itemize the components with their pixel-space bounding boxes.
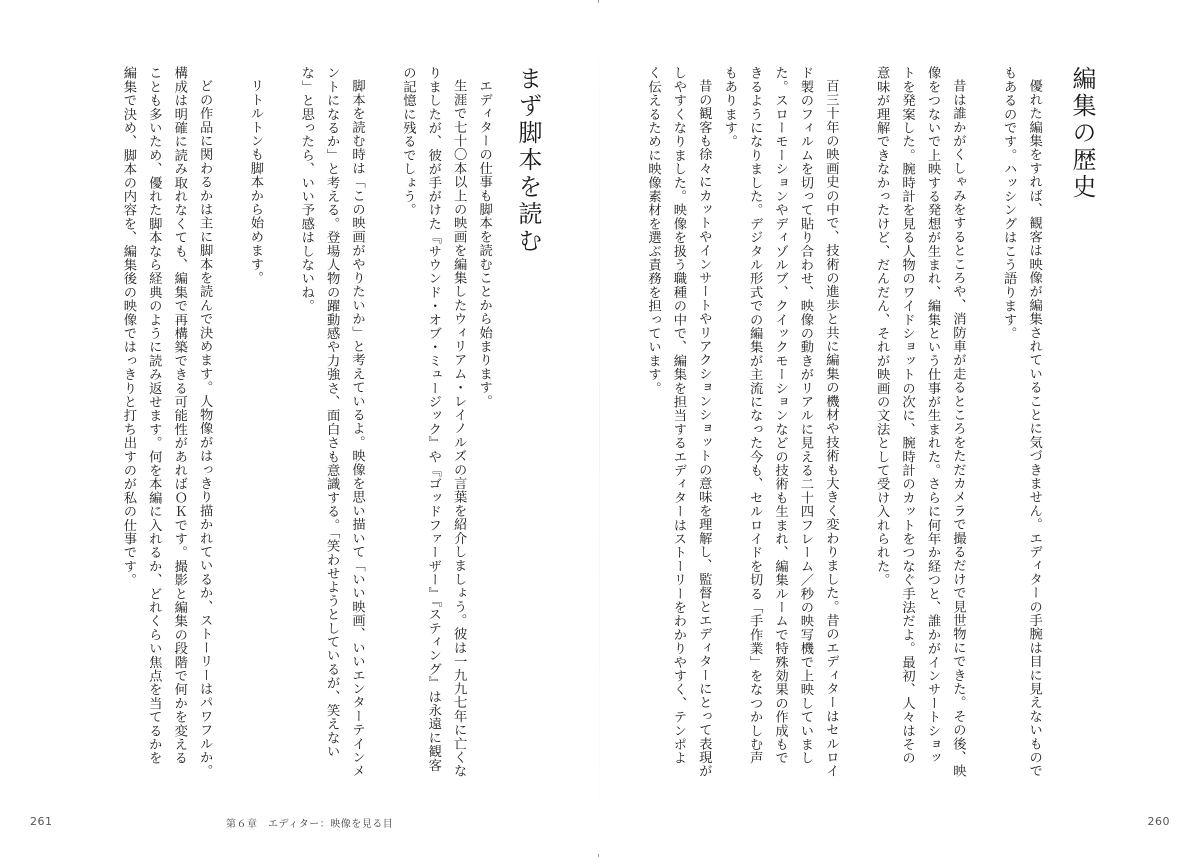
paragraph: 百三十年の映画史の中で、技術の進歩と共に編集の機材や技術も大きく変わりました。昔のエディターはセルロイド製のフィルムを切って貼り合わせ、映像の動きがリアルに見える二十四フレーム／秒の映写機で上映していました。スローモーションやディゾルブ、クイックモーションなどの技術も生まれ、編集ルームで特殊効果の作成もできるようになりました。デジタル形式での編集が主流になった今も、セルロイドを切る「手作業」をなつかしむ声もあります。 <box>721 66 839 778</box>
left-page-body <box>116 66 541 778</box>
right-page <box>600 0 1200 857</box>
right-page-body <box>640 66 1094 778</box>
spacer <box>268 66 293 778</box>
quote-paragraph: どの作品に関わるかは主に脚本を読んで決めます。人物像がはっきり描かれているか、ストーリーはパワフルか。構成は明確に読み取れなくても、編集で再構築できる可能性があればＯＫです。撮影と編集の段階で何かを変えることも多いため、優れた脚本なら経典のように読み返せます。何を本編に入れるか、どれくらい焦点を当てるかを編集で決め、脚本の内容を、編集後の映像ではっきりと打ち出すのが私の仕事です。 <box>120 66 213 778</box>
paragraph: 昔の観客も徐々にカットやインサートやリアクションショットの意味を理解し、監督とエディターにとって表現がしやすくなりました。映像を扱う職種の中で、編集を担当するエディターはストーリーをわかりやすく、テンポよく伝えるために映像素材を選ぶ責務を担っています。 <box>645 66 712 778</box>
quote-paragraph: 昔は誰かがくしゃみをするところや、消防車が走るところをただカメラで撮るだけで見世物にできた。その後、映像をつないで上映する発想が生まれ、編集という仕事が生まれた。さらに何年か経つと、誰かがインサートショットを発案した。腕時計を見る人物のワイドショットの次に、腕時計のカットをつなぐ手法だよ。最初、人々はその意味が理解できなかったけど、だんだん、それが映画の文法として受け入れられた。 <box>874 66 966 778</box>
spacer <box>970 66 995 778</box>
spacer <box>843 66 868 778</box>
paragraph: 生涯で七十〇本以上の映画を編集したウィリアム・レイノルズの言葉を紹介しましょう。彼は一九九七年に亡くなりましたが、彼が手がけた『サウンド・オブ・ミュージック』や『ゴッドファーザー』『スティング』は永遠に観客の記憶に残るでしょう。 <box>400 66 467 778</box>
section-heading-editing-history: 編集の歴史 <box>1068 66 1096 201</box>
running-head: 第６章 エディター：映像を見る目 <box>226 819 394 830</box>
section-heading-read-script: まず脚本を読む <box>514 66 542 255</box>
page-number-right: 260 <box>1147 815 1170 828</box>
paragraph: リトルトンも脚本から始めます。 <box>247 79 263 285</box>
spacer <box>370 66 395 778</box>
spacer <box>217 66 242 778</box>
paragraph: エディターの仕事も脚本を読むことから始まります。 <box>476 79 492 409</box>
paragraph: 優れた編集をすれば、観客は映像が編集されていることに気づきません。エディターの手腕は目に見えないものでもあるのです。ハッシングはこう語ります。 <box>1001 66 1042 778</box>
page-number-left: 261 <box>30 815 53 828</box>
quote-paragraph: 脚本を読む時は「この映画がやりたいか」と考えているよ。映像を思い描いて「いい映画、いいエンターテインメントになるか」と考える。登場人物の躍動感や力強さ、面白さも意識する。「笑わせようとしているが、笑えないな」と思ったら、いい予感はしないね。 <box>298 66 365 778</box>
